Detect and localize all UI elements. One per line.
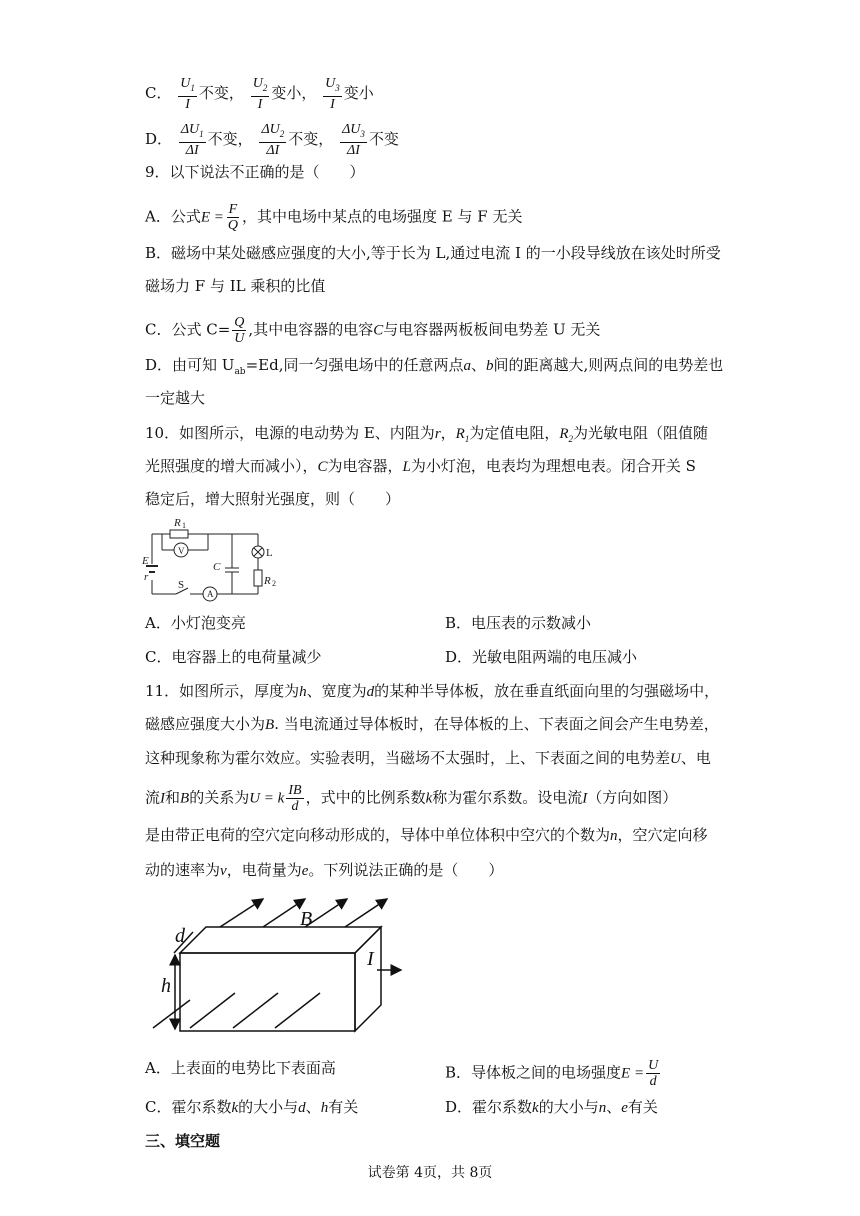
fraction-f-over-q: $\frac{F}{Q}$ — [227, 202, 239, 233]
q9-option-a[interactable]: A．公式E = $\frac{F}{Q}$ ，其中电场中某点的电场强度 E 与 F 无关 — [145, 202, 523, 233]
q11-hall-effect-diagram — [145, 895, 415, 1040]
svg-text:R: R — [174, 517, 181, 529]
svg-text:h: h — [161, 975, 171, 997]
q11-stem-line2: 磁感应强度大小为B. 当电流通过导体板时，在导体板的上、下表面之间会产生电势差， — [145, 715, 719, 733]
q11-stem-line1: 11．如图所示，厚度为h、宽度为d的某种半导体板，放在垂直纸面向里的匀强磁场中， — [145, 682, 720, 700]
svg-text:R: R — [264, 575, 271, 587]
q10-option-a[interactable]: A．小灯泡变亮 — [145, 614, 246, 632]
q8-option-d[interactable]: D． $\frac{\Delta U_1}{\Delta I}$ 不变， $\frac{\Delta U_2}{\Delta I}$ 不变， $\frac{\Delta U_3}{\Delta I}$ 不变 — [145, 122, 399, 158]
fraction-du1-over-di: $\frac{\Delta U_1}{\Delta I}$ — [180, 122, 204, 158]
fraction-ib-over-d: $\frac{IB}{d}$ — [288, 783, 302, 814]
q9-option-d-line2: 一定越大 — [145, 389, 206, 407]
q9-option-b-line2: 磁场力 F 与 IL 乘积的比值 — [145, 277, 326, 295]
q11-stem-line5: 是由带正电荷的空穴定向移动形成的，导体中单位体积中空穴的个数为n，空穴定向移 — [145, 826, 708, 844]
q10-stem-line1: 10．如图所示，电源的电动势为 E、内阻为r，$R_1$为定值电阻，$R_2$为光敏电阻（阻值随 — [145, 424, 709, 444]
fraction-du2-over-di: $\frac{\Delta U_2}{\Delta I}$ — [261, 122, 285, 158]
svg-text:S: S — [178, 579, 185, 591]
svg-text:B: B — [300, 908, 313, 930]
fraction-u2-over-i: $\frac{U_2}{I}$ — [252, 76, 268, 112]
svg-text:V: V — [178, 546, 185, 556]
svg-text:1: 1 — [182, 521, 186, 530]
fraction-du3-over-di: $\frac{\Delta U_3}{\Delta I}$ — [342, 122, 365, 158]
q8-option-c[interactable]: C． $\frac{U_1}{I}$ 不变， $\frac{U_2}{I}$ 变小， $\frac{U_3}{I}$ 变小 — [145, 76, 374, 112]
svg-text:A: A — [207, 589, 214, 599]
q9-option-d-line1[interactable]: D．由可知 $U_{ab}=Ed$,同一匀强电场中的任意两点a、b间的距离越大,则两点间的电势差也 — [145, 356, 724, 377]
q11-stem-line3: 这种现象称为霍尔效应。实验表明，当磁场不太强时，上、下表面之间的电势差U、电 — [145, 749, 711, 767]
q10-option-b[interactable]: B．电压表的示数减小 — [445, 614, 592, 632]
svg-text:2: 2 — [272, 579, 276, 588]
q10-circuit-diagram — [140, 514, 280, 606]
q9-option-b-line1[interactable]: B．磁场中某处磁感应强度的大小,等于长为 L,通过电流 I 的一小段导线放在该处时所受 — [145, 244, 721, 262]
svg-text:E: E — [142, 555, 149, 567]
fraction-u1-over-i: $\frac{U_1}{I}$ — [180, 76, 195, 112]
fraction-u-over-d: $\frac{U}{d}$ — [648, 1058, 659, 1089]
q11-stem-line4: 流I和B的关系为U = k $\frac{IB}{d}$ ，式中的比例系数k称为霍尔系数。设电流I（方向如图） — [145, 783, 678, 814]
fraction-u3-over-i: $\frac{U_3}{I}$ — [325, 76, 340, 112]
q9-stem: 9．以下说法不正确的是（ ） — [145, 163, 365, 181]
q10-option-d[interactable]: D．光敏电阻两端的电压减小 — [445, 648, 638, 666]
svg-text:C: C — [213, 561, 221, 573]
q10-stem-line2: 光照强度的增大而减小），C为电容器，L为小灯泡，电表均为理想电表。闭合开关 S — [145, 457, 696, 475]
page-footer: 试卷第 4页，共 8页 — [367, 1165, 493, 1181]
section-heading-fill-in: 三、填空题 — [145, 1132, 221, 1150]
svg-text:r: r — [144, 571, 149, 583]
svg-text:L: L — [266, 547, 273, 559]
q11-option-b[interactable]: B．导体板之间的电场强度E = $\frac{U}{d}$ — [445, 1058, 659, 1089]
q11-option-d[interactable]: D．霍尔系数k的大小与n、e有关 — [445, 1098, 658, 1116]
svg-text:I: I — [367, 948, 374, 970]
q9-option-c[interactable]: C．公式 C= $\frac{Q}{U}$ ,其中电容器的电容C与电容器两板板间电势差 U 无关 — [145, 315, 601, 346]
q11-option-c[interactable]: C．霍尔系数k的大小与d、h有关 — [145, 1098, 359, 1116]
q10-option-c[interactable]: C．电容器上的电荷量减少 — [145, 648, 322, 666]
q11-stem-line6: 动的速率为v，电荷量为e。下列说法正确的是（ ） — [145, 861, 504, 879]
q10-stem-line3: 稳定后，增大照射光强度，则（ ） — [145, 490, 401, 508]
q11-option-a[interactable]: A．上表面的电势比下表面高 — [145, 1059, 336, 1077]
svg-text:d: d — [175, 925, 185, 947]
fraction-q-over-u: $\frac{Q}{U}$ — [234, 315, 245, 346]
